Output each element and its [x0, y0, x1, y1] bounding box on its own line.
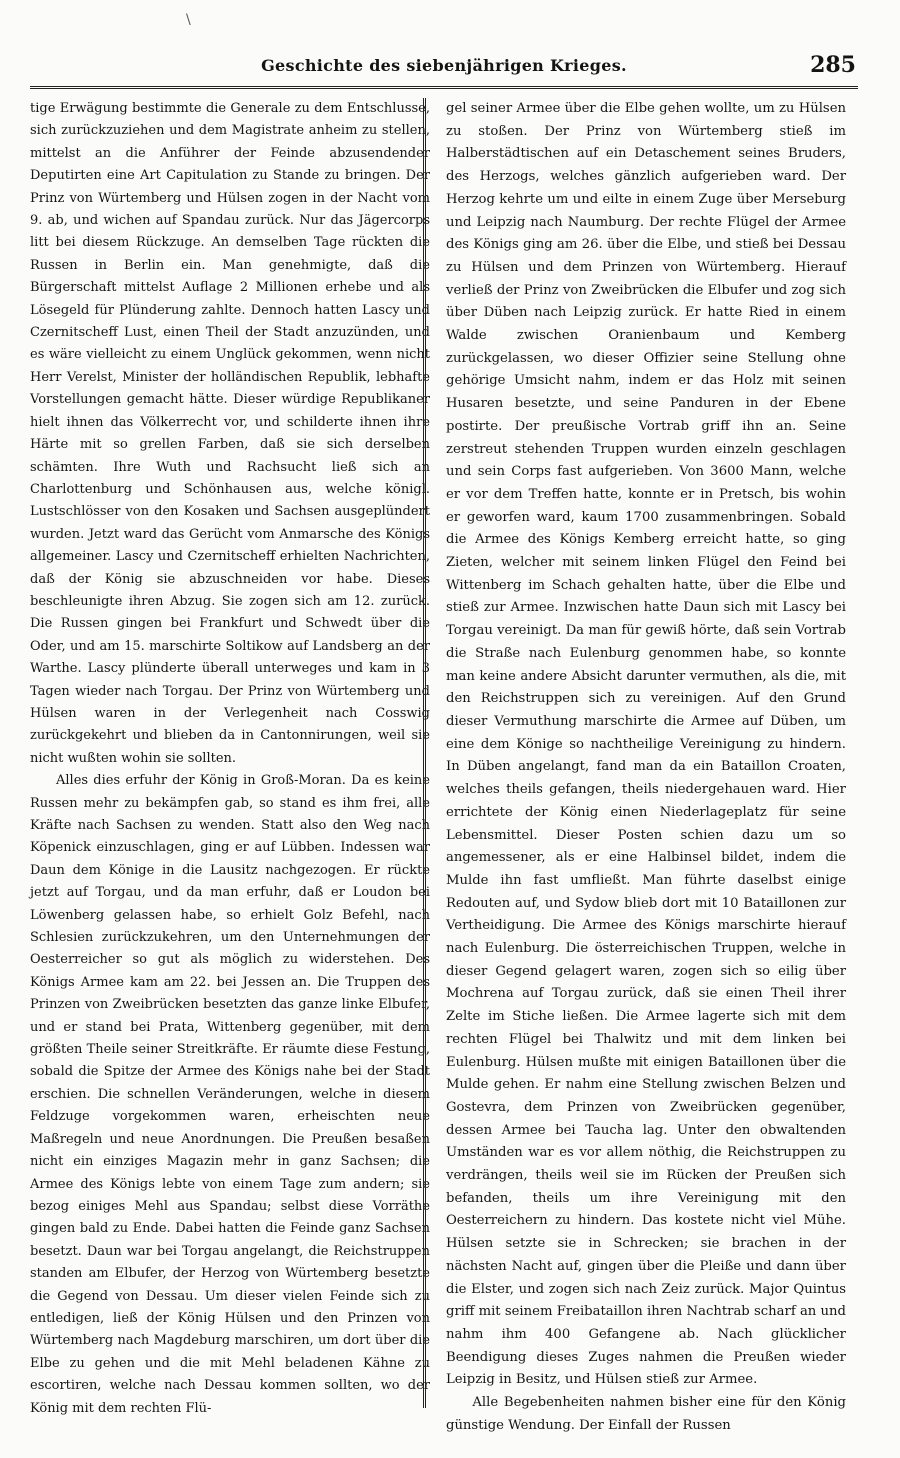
page-header	[30, 44, 858, 89]
left-column	[30, 98, 430, 1420]
margin-mark: \	[186, 12, 191, 28]
running-title: Geschichte des siebenjährigen Krieges.	[261, 56, 627, 75]
column-divider	[423, 98, 426, 1408]
paragraph: gel seiner Armee über die Elbe gehen wollte, um zu Hülsen zu stoßen. Der Prinz von Würtemberg stieß im Halberstädtischen auf ein Detaschement seines Bruders, des Herzogs, welches gänzlich aufgerieben ward. Der Herzog kehrte um und eilte in einem Zuge über Merseburg und Leipzig nach Naumburg. Der rechte Flügel der Armee des Königs ging am 26. über die Elbe, und stieß bei Dessau zu Hülsen und dem Prinzen von Würtemberg. Hierauf verließ der Prinz von Zweibrücken die Elbufer und zog sich über Düben nach Leipzig zurück. Er hatte Ried in einem Walde zwischen Oranienbaum und Kemberg zurückgelassen, wo dieser Offizier seine Stellung ohne gehörige Umsicht nahm, indem er das Holz mit seinen Husaren besetzte, und seine Panduren in der Ebene postirte. Der preußische Vortrab griff ihn an. Seine zerstreut stehenden Truppen wurden einzeln geschlagen und sein Corps fast aufgerieben. Von 3600 Mann, welche er vor dem Treffen hatte, konnte er in Pretsch, bis wohin er geworfen ward, kaum 1700 zusammenbringen. Sobald die Armee des Königs Kemberg erreicht hatte, so ging Zieten, welcher mit seinem linken Flügel den Feind bei Wittenberg im Schach gehalten hatte, über die Elbe und stieß zur Armee. Inzwischen hatte Daun sich mit Lascy bei Torgau vereinigt. Da man für gewiß hörte, daß sein Vortrab die Straße nach Eulenburg genommen habe, so konnte man keine andere Absicht darunter vermuthen, als die, mit den Reichstruppen sich zu vereinigen. Auf den Grund dieser Vermuthung marschirte die Armee auf Düben, um eine dem Könige so nachtheilige Vereinigung zu hindern. In Düben angelangt, fand man da ein Bataillon Croaten, welches theils gefangen, theils niedergehauen ward. Hier errichtete der König einen Niederlageplatz für seine Lebensmittel. Dieser Posten schien dazu um so angemessener, als er eine Halbinsel bildet, indem die Mulde ihn fast umfließt. Man führte daselbst einige Redouten auf, und Sydow blieb dort mit 10 Bataillonen zur Vertheidigung. Die Armee des Königs marschirte hierauf nach Eulenburg. Die österreichischen Truppen, welche in dieser Gegend gelagert waren, zogen sich so eilig über Mochrena auf Torgau zurück, daß sie einen Theil ihrer Zelte im Stiche ließen. Die Armee lagerte sich mit dem rechten Flügel bei Thalwitz und mit dem linken bei Eulenburg. Hülsen mußte mit einigen Bataillonen über die Mulde gehen. Er nahm eine Stellung zwischen Belzen und Gostevra, dem Prinzen von Zweibrücken gegenüber, dessen Armee bei Taucha lag. Unter den obwaltenden Umständen war es vor allem nöthig, die Reichstruppen zu verdrängen, theils weil sie im Rücken der Preußen sich befanden, theils um ihre Vereinigung mit den Oesterreichern zu hindern. Das kostete nicht viel Mühe. Hülsen setzte sie in Schrecken; sie brachen in der nächsten Nacht auf, gingen über die Pleiße und dann über die Elster, und zogen sich nach Zeiz zurück. Major Quintus griff mit seinem Freibataillon ihren Nachtrab scharf an und nahm ihm 400 Gefangene ab. Nach glücklicher Beendigung dieses Zuges nahmen die Preußen wieder Leipzig in Besitz, und Hülsen stieß zur Armee.	[446, 101, 846, 1388]
page-number: 285	[810, 52, 856, 78]
paragraph: tige Erwägung bestimmte die Generale zu dem Entschlusse, sich zurückzuziehen und dem Magistrate anheim zu stellen, mittelst an die Anführer der Feinde abzusendender Deputirten eine Art Capitulation zu Stande zu bringen. Der Prinz von Würtemberg und Hülsen zogen in der Nacht vom 9. ab, und wichen auf Spandau zurück. Nur das Jägercorps litt bei diesem Rückzuge. An demselben Tage rückten die Russen in Berlin ein. Man genehmigte, daß die Bürgerschaft mittelst Auflage 2 Millionen erhebe und als Lösegeld für Plünderung zahlte. Dennoch hatten Lascy und Czernitscheff Lust, einen Theil der Stadt anzuzünden, und es wäre vielleicht zu einem Unglück gekommen, wenn nicht Herr Verelst, Minister der holländischen Republik, lebhafte Vorstellungen gemacht hätte. Dieser würdige Republikaner hielt ihnen das Völkerrecht vor, und schilderte ihnen ihre Härte mit so grellen Farben, daß sie sich derselben schämten. Ihre Wuth und Rachsucht ließ sich an Charlottenburg und Schönhausen aus, welche königl. Lustschlösser von den Kosaken und Sachsen ausgeplündert wurden. Jetzt ward das Gerücht vom Anmarsche des Königs allgemeiner. Lascy und Czernitscheff erhielten Nachrichten, daß der König sie abzuschneiden vor habe. Dieses beschleunigte ihren Abzug. Sie zogen sich am 12. zurück. Die Russen gingen bei Frankfurt und Schwedt über die Oder, und am 15. marschirte Soltikow auf Landsberg an der Warthe. Lascy plünderte überall unterweges und kam in 3 Tagen wieder nach Torgau. Der Prinz von Würtemberg und Hülsen waren in der Verlegenheit nach Cosswig zurückgekehrt und blieben da in Cantonnirungen, weil sie nicht wußten wohin sie sollten.	[30, 101, 430, 766]
paragraph: Alle Begebenheiten nahmen bisher eine für den König günstige Wendung. Der Einfall der Russen	[446, 1395, 846, 1433]
right-column	[446, 98, 846, 1437]
paragraph: Alles dies erfuhr der König in Groß-Moran. Da es keine Russen mehr zu bekämpfen gab, so stand es ihm frei, alle Kräfte nach Sachsen zu wenden. Statt also den Weg nach Köpenick einzuschlagen, ging er auf Lübben. Indessen war Daun dem Könige in die Lausitz nachgezogen. Er rückte jetzt auf Torgau, und da man erfuhr, daß er Loudon bei Löwenberg gelassen habe, so erhielt Golz Befehl, nach Schlesien zurückzukehren, um den Unternehmungen der Oesterreicher so gut als möglich zu widerstehen. Des Königs Armee kam am 22. bei Jessen an. Die Truppen des Prinzen von Zweibrücken besetzten das ganze linke Elbufer, und er stand bei Prata, Wittenberg gegenüber, mit dem größten Theile seiner Streitkräfte. Er räumte diese Festung, sobald die Spitze der Armee des Königs nahe bei der Stadt erschien. Die schnellen Veränderungen, welche in diesem Feldzuge vorgekommen waren, erheischten neue Maßregeln und neue Anordnungen. Die Preußen besaßen nicht ein einziges Magazin mehr in ganz Sachsen; die Armee des Königs lebte von einem Tage zum andern; sie bezog einiges Mehl aus Spandau; selbst diese Vorräthe gingen bald zu Ende. Dabei hatten die Feinde ganz Sachsen besetzt. Daun war bei Torgau angelangt, die Reichstruppen standen am Elbufer, der Herzog von Würtemberg besetzte die Gegend von Dessau. Um dieser vielen Feinde sich zu entledigen, ließ der König Hülsen und den Prinzen von Würtemberg nach Magdeburg marschiren, um dort über die Elbe zu gehen und die mit Mehl beladenen Kähne zu escortiren, welche nach Dessau kommen sollten, wo der König mit dem rechten Flü-	[30, 773, 430, 1416]
